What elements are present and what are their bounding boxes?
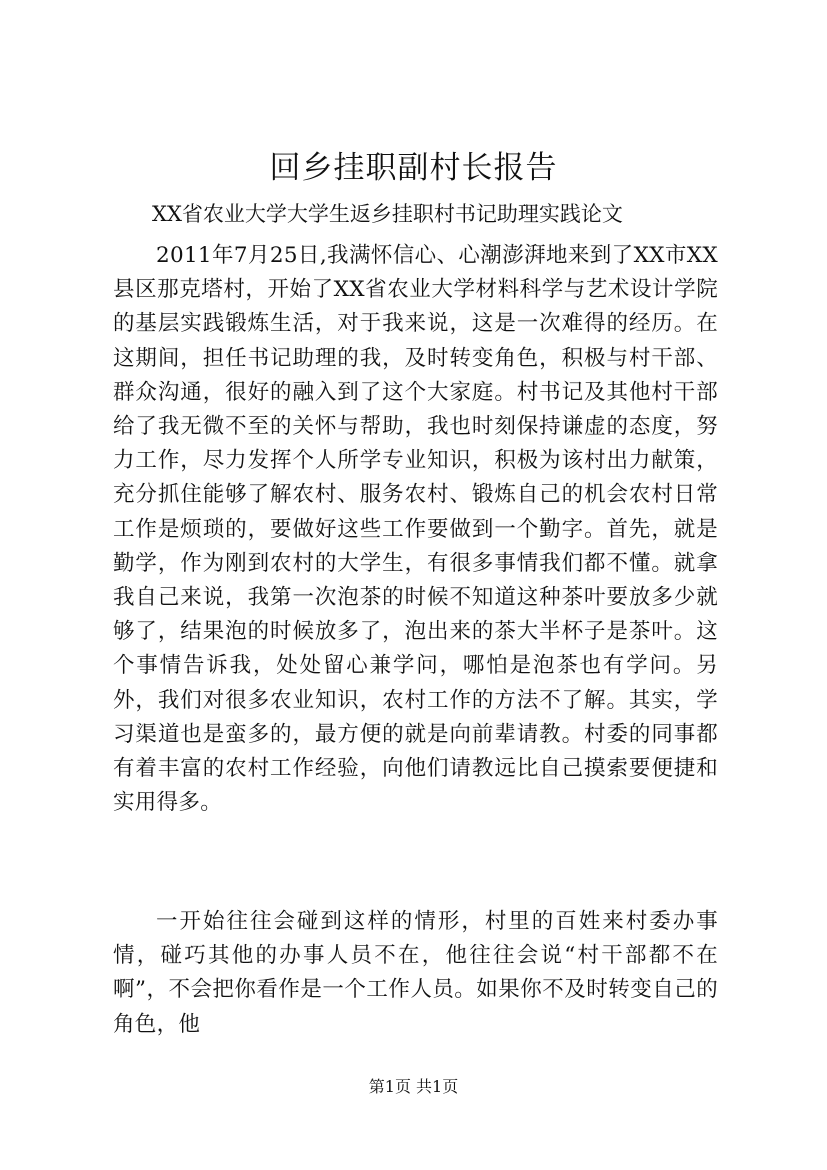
document-title: 回乡挂职副村长报告 bbox=[269, 150, 558, 186]
body-paragraph: 一开始往往会碰到这样的情形，村里的百姓来村委办事情，碰巧其他的办事人员不在，他往往会说“村干部都不在啊”，不会把你看作是一个工作人员。如果你不及时转变自己的角色，他 bbox=[113, 909, 718, 1037]
body-paragraph: 2011年7月25日,我满怀信心、心潮澎湃地来到了XX市XX县区那克塔村，开始了XX省农业大学材料科学与艺术设计学院的基层实践锻炼生活，对于我来说，这是一次难得的经历。在这期间，担任书记助理的我，及时转变角色，积极与村干部、群众沟通，很好的融入到了这个大家庭。村书记及其他村干部给了我无微不至的关怀与帮助，我也时刻保持谦虚的态度，努力工作，尽力发挥个人所学专业知识，积极为该村出力献策，充分抓住能够了解农村、服务农村、锻炼自己的机会农村日常工作是烦琐的，要做好这些工作要做到一个勤字。首先，就是勤学，作为刚到农村的大学生，有很多事情我们都不懂。就拿我自己来说，我第一次泡茶的时候不知道这种茶叶要放多少就够了，结果泡的时候放多了，泡出来的茶大半杯子是茶叶。这个事情告诉我，处处留心兼学问，哪怕是泡茶也有学问。另外，我们对很多农业知识，农村工作的方法不了解。其实，学习渠道也是蛮多的，最方便的就是向前辈请教。村委的同事都有着丰富的农村工作经验，向他们请教远比自己摸索要便捷和实用得多。 bbox=[113, 243, 718, 816]
document-subtitle: XX省农业大学大学生返乡挂职村书记助理实践论文 bbox=[152, 202, 623, 226]
page-number-footer: 第1页 共1页 bbox=[368, 1077, 459, 1096]
